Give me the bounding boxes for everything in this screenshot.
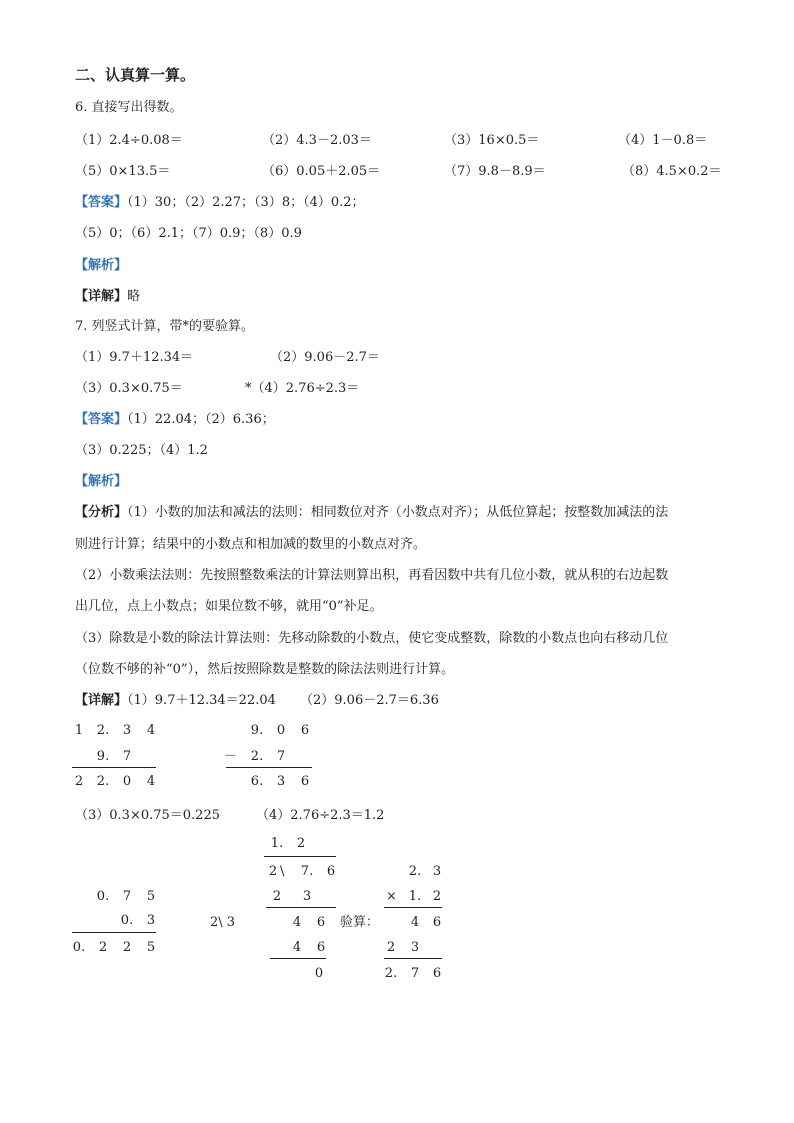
mul-digit: 7 <box>122 889 132 904</box>
q6-item-5: （5）0×13.5＝ <box>75 164 171 179</box>
add-digit: 7 <box>122 749 132 764</box>
q7-item-3: （3）0.3×0.75＝ <box>75 381 183 396</box>
q7-item-4: *（4）2.76÷2.3＝ <box>245 381 360 396</box>
fenxi-line1 <box>75 506 668 519</box>
check-digit: 2. <box>408 864 422 879</box>
q6-detail <box>75 290 140 303</box>
div-dividend-digit: 7. <box>300 864 314 879</box>
q6-item-3: （3）16×0.5＝ <box>444 133 540 148</box>
div-rule <box>266 907 336 908</box>
fenxi-line2: 则进行计算；结果中的小数点和相加减的数里的小数点对齐。 <box>75 537 427 552</box>
q7-item-2: （2）9.06－2.7＝ <box>270 350 380 365</box>
check-digit: 3 <box>410 940 420 955</box>
add-result-digit: 0 <box>122 774 132 789</box>
fenxi-text: （1）小数的加法和减法的法则：相同数位对齐（小数点对齐）；从低位算起；按整数加减法的法 <box>127 505 669 520</box>
answer-label: 【答案】 <box>75 412 128 427</box>
div-step-digit: 3 <box>302 889 312 904</box>
div-step-digit: 4 <box>292 915 302 930</box>
fenxi-label: 【分析】 <box>75 505 128 520</box>
q6-item-4: （4）1－0.8＝ <box>618 133 708 148</box>
detail-3: （3）0.3×0.75＝0.225 <box>75 808 220 823</box>
add-digit: 1 <box>74 723 84 738</box>
div-top-rule <box>264 856 336 857</box>
answer-label: 【答案】 <box>75 195 128 210</box>
q6-item-6: （6）0.05＋2.05＝ <box>262 164 381 179</box>
mul-digit: 3 <box>146 913 156 928</box>
check-digit: 2 <box>432 889 442 904</box>
detail-label: 【详解】 <box>75 693 128 708</box>
sub-digit: 7 <box>276 749 286 764</box>
check-result-digit: 7 <box>410 966 420 981</box>
div-dividend-digit: 6 <box>326 864 336 879</box>
answer-text: （1）30；（2）2.27；（3）8；（4）0.2； <box>127 195 365 210</box>
q6-item-1: （1）2.4÷0.08＝ <box>75 133 183 148</box>
div-step-digit: 6 <box>316 940 326 955</box>
mul-result-digit: 0. <box>72 940 86 955</box>
rule3-line2: （位数不够的补“0”），然后按照除数是整数的除法法则进行计算。 <box>75 662 455 677</box>
add-rule <box>72 767 156 768</box>
q7-detail-line <box>75 694 276 707</box>
detail-1: （1）9.7＋12.34＝22.04 <box>127 693 276 708</box>
q6-item-2: （2）4.3－2.03＝ <box>262 133 372 148</box>
add-digit: 4 <box>146 723 156 738</box>
div-quotient-digit: 2 <box>296 836 306 851</box>
add-result-digit: 4 <box>146 774 156 789</box>
mul-digit: 0. <box>120 913 134 928</box>
times-sign: × <box>386 889 397 904</box>
detail-text: 略 <box>127 289 141 304</box>
q6-prompt: 6. 直接写出得数。 <box>75 100 183 115</box>
add-digit: 9. <box>96 749 110 764</box>
q6-analysis-label: 【解析】 <box>75 258 128 273</box>
check-digit: 2 <box>386 940 396 955</box>
sub-digit: 6 <box>300 723 310 738</box>
detail-2: （2）9.06－2.7＝6.36 <box>300 693 439 708</box>
mul-result-digit: 2 <box>122 940 132 955</box>
q6-answer-line1 <box>75 196 365 209</box>
q7-analysis-label: 【解析】 <box>75 474 128 489</box>
mul-rule <box>72 932 156 933</box>
div-step-digit: 2 <box>272 889 282 904</box>
mul-digit: 5 <box>146 889 156 904</box>
add-result-digit: 2 <box>74 774 84 789</box>
div-step-digit: 6 <box>316 915 326 930</box>
q7-answer-line2: （3）0.225；（4）1.2 <box>75 443 208 458</box>
q6-answer-line2: （5）0；（6）2.1；（7）0.9；（8）0.9 <box>75 226 302 241</box>
div-divisor: 2 <box>268 864 278 879</box>
section-title: 二、认真算一算。 <box>75 66 196 84</box>
check-rule <box>384 958 442 959</box>
sub-result-digit: 3 <box>276 774 286 789</box>
detail-4: （4）2.76÷2.3＝1.2 <box>256 808 385 823</box>
div-bracket: \ <box>280 864 285 879</box>
add-result-digit: 2. <box>96 774 110 789</box>
sub-result-digit: 6 <box>300 774 310 789</box>
div-quotient-digit: 1. <box>270 836 284 851</box>
mul-result-digit: 5 <box>146 940 156 955</box>
rule3-line1: （3）除数是小数的除法计算法则：先移动除数的小数点，使它变成整数，除数的小数点也向右移动几位 <box>75 631 669 646</box>
q6-item-7: （7）9.8－8.9＝ <box>444 164 546 179</box>
sub-digit: 0 <box>276 723 286 738</box>
q7-prompt: 7. 列竖式计算，带*的要验算。 <box>75 319 255 334</box>
add-digit: 2. <box>96 723 110 738</box>
div-stray-text: 2\ 3 <box>210 915 236 930</box>
check-digit: 3 <box>432 864 442 879</box>
div-step-digit: 4 <box>292 940 302 955</box>
check-rule <box>384 907 442 908</box>
check-digit: 1. <box>408 889 422 904</box>
q7-item-1: （1）9.7＋12.34＝ <box>75 350 194 365</box>
answer-text: （1）22.04；（2）6.36； <box>127 412 275 427</box>
check-result-digit: 6 <box>432 966 442 981</box>
sub-rule <box>226 767 312 768</box>
check-result-digit: 2. <box>384 966 398 981</box>
add-digit: 3 <box>122 723 132 738</box>
detail-label: 【详解】 <box>75 289 128 304</box>
q6-item-8: （8）4.5×0.2＝ <box>622 164 722 179</box>
check-digit: 4 <box>410 915 420 930</box>
sub-result-digit: 6. <box>250 774 264 789</box>
minus-sign: － <box>224 749 238 764</box>
div-final-digit: 0 <box>314 966 324 981</box>
mul-result-digit: 2 <box>98 940 108 955</box>
div-rule <box>270 958 326 959</box>
q7-answer-line1 <box>75 413 275 426</box>
rule2-line2: 出几位，点上小数点；如果位数不够，就用“0”补足。 <box>75 599 383 614</box>
sub-digit: 2. <box>250 749 264 764</box>
rule2-line1: （2）小数乘法法则：先按照整数乘法的计算法则算出积，再看因数中共有几位小数，就从积的右边起数 <box>75 568 669 583</box>
mul-digit: 0. <box>96 889 110 904</box>
check-label: 验算： <box>340 915 380 930</box>
check-digit: 6 <box>432 915 442 930</box>
sub-digit: 9. <box>250 723 264 738</box>
